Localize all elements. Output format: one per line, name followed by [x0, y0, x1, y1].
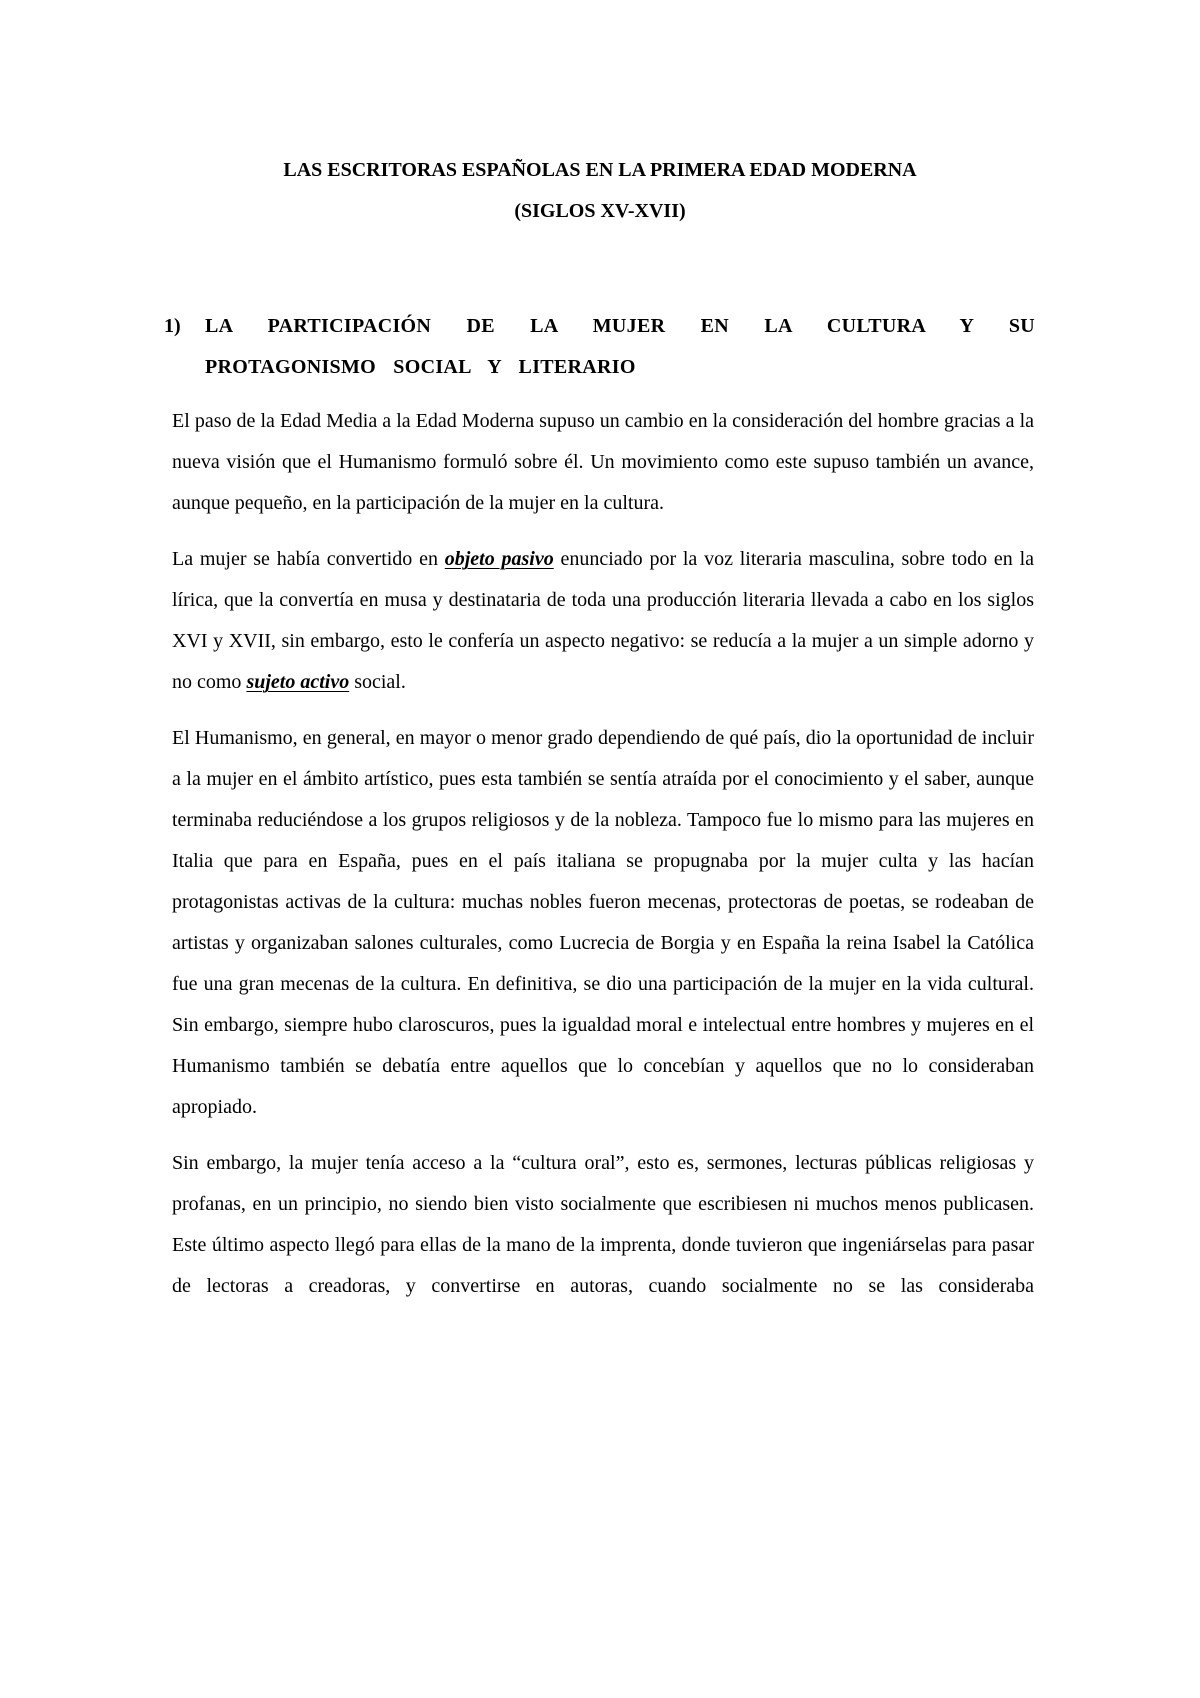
section-number: 1)	[164, 315, 181, 337]
emphasis-sujeto-activo: sujeto activo	[246, 671, 350, 693]
paragraph-2-part-2: enunciado por la voz literaria masculina, sobre todo en la lírica, que la convertía en musa y destinataria de toda una producción literaria llevada a cabo en los siglos XVI y XVII, sin embargo, esto le confería un aspecto negativo: se reducía a la mujer a un simple adorno y no como	[172, 548, 1035, 693]
section-heading	[164, 306, 1035, 388]
title-line-1: LAS ESCRITORAS ESPAÑOLAS EN LA PRIMERA EDAD MODERNA	[283, 159, 917, 181]
paragraph-2	[172, 539, 1034, 703]
title-line-2: (SIGLOS XV-XVII)	[514, 200, 686, 222]
paragraph-3: El Humanismo, en general, en mayor o menor grado dependiendo de qué país, dio la oportunidad de incluir a la mujer en el ámbito artístico, pues esta también se sentía atraída por el conocimiento y el saber, aunque terminaba reduciéndose a los grupos religiosos y de la nobleza. Tampoco fue lo mismo para las mujeres en Italia que para en España, pues en el país italiana se propugnaba por la mujer culta y las hacían protagonistas activas de la cultura: muchas nobles fueron mecenas, protectoras de poetas, se rodeaban de artistas y organizaban salones culturales, como Lucrecia de Borgia y en España la reina Isabel la Católica fue una gran mecenas de la cultura. En definitiva, se dio una participación de la mujer en la vida cultural. Sin embargo, siempre hubo claroscuros, pues la igualdad moral e intelectual entre hombres y mujeres en el Humanismo también se debatía entre aquellos que lo concebían y aquellos que no lo consideraban apropiado.	[172, 727, 1034, 1118]
paragraph-2-part-3: social.	[349, 671, 406, 693]
document-title	[0, 150, 1200, 232]
section-heading-text: LA PARTICIPACIÓN DE LA MUJER EN LA CULTURA Y SU PROTAGONISMO SOCIAL Y LITERARIO	[205, 315, 1035, 378]
paragraph-4: Sin embargo, la mujer tenía acceso a la “cultura oral”, esto es, sermones, lecturas públicas religiosas y profanas, en un principio, no siendo bien visto socialmente que escribiesen ni muchos menos publicasen. Este último aspecto llegó para ellas de la mano de la imprenta, donde tuvieron que ingeniárselas para pasar de lectoras a creadoras, y convertirse en autoras, cuando socialmente no se las consideraba	[172, 1152, 1034, 1297]
body-text	[172, 401, 1034, 1307]
paragraph-2-part-1: La mujer se había convertido en	[172, 548, 445, 570]
paragraph-1: El paso de la Edad Media a la Edad Moderna supuso un cambio en la consideración del hombre gracias a la nueva visión que el Humanismo formuló sobre él. Un movimiento como este supuso también un avance, aunque pequeño, en la participación de la mujer en la cultura.	[172, 410, 1034, 514]
emphasis-objeto-pasivo: objeto pasivo	[444, 548, 554, 570]
